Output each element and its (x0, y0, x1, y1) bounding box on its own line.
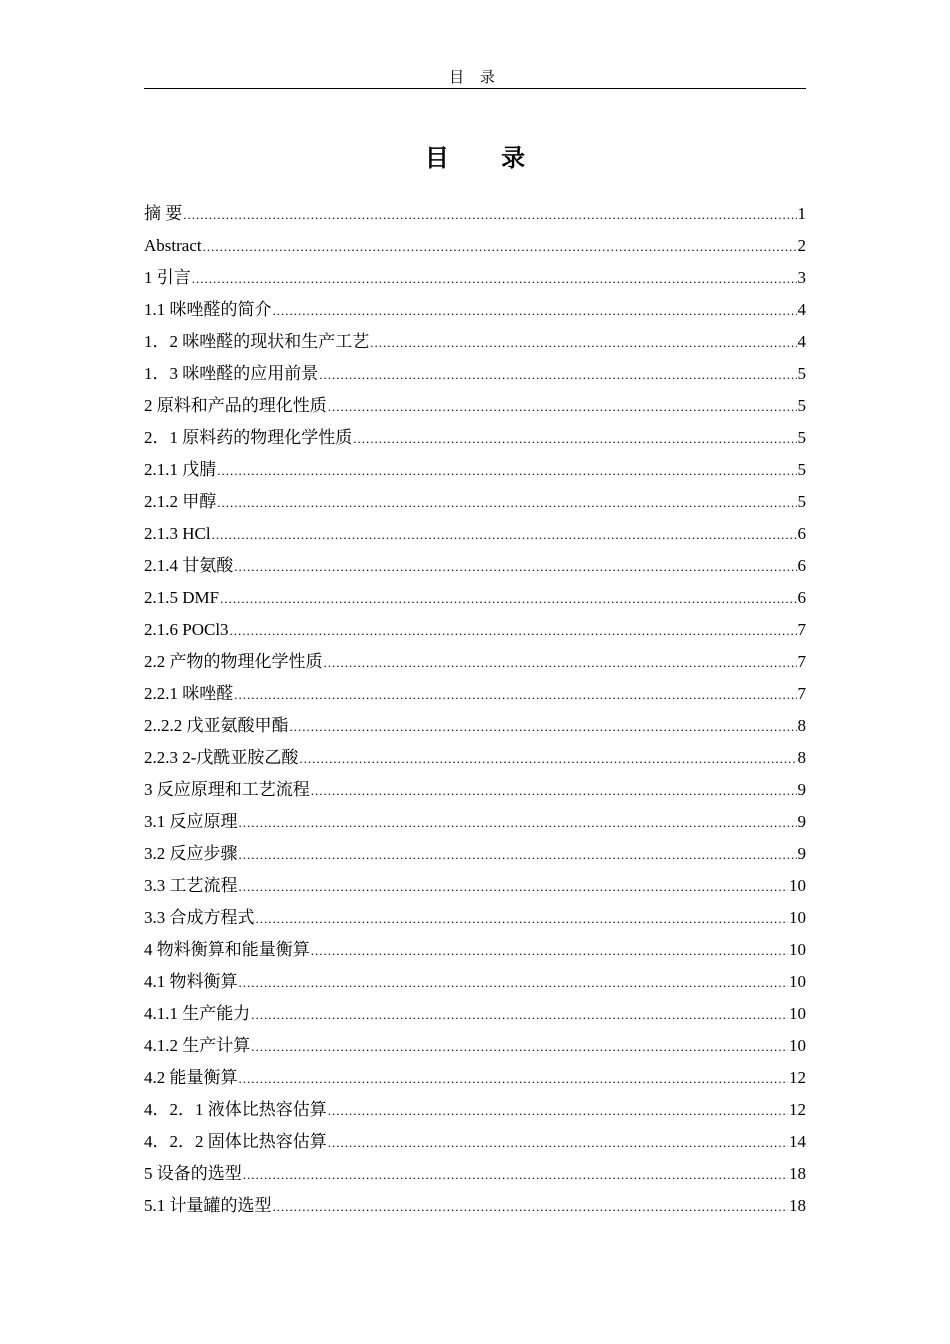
toc-entry-page: 9 (797, 812, 806, 831)
dot-leader (273, 1191, 789, 1223)
toc-entry-label: 2.2.3 2-戊酰亚胺乙酸 (144, 748, 299, 767)
toc-entry[interactable] (144, 550, 806, 582)
toc-entry-page: 14 (789, 1132, 806, 1151)
dot-leader (251, 999, 788, 1031)
toc-entry-page: 5 (797, 428, 806, 447)
toc-entry-page: 4 (797, 332, 806, 351)
dot-leader (239, 871, 789, 903)
toc-entry-label: 2.1.5 DMF (144, 588, 220, 607)
toc-entry-label: 4 物料衡算和能量衡算 (144, 940, 310, 959)
toc-entry[interactable] (144, 518, 806, 550)
dot-leader (353, 423, 796, 455)
toc-entry[interactable] (144, 198, 806, 230)
toc-entry-page: 18 (789, 1164, 806, 1183)
running-header: 目 录 (449, 70, 501, 86)
toc-entry[interactable] (144, 326, 806, 358)
toc-entry-label: 2.1.2 甲醇 (144, 492, 217, 511)
page-title: 目 录 (424, 144, 548, 172)
dot-leader (212, 519, 797, 551)
toc-entry-label: 1 引言 (144, 268, 191, 287)
toc-entry-page: 6 (797, 588, 806, 607)
toc-entry[interactable] (144, 262, 806, 294)
dot-leader (217, 487, 796, 519)
dot-leader (311, 935, 788, 967)
toc-entry[interactable] (144, 294, 806, 326)
toc-entry-label: 2 原料和产品的理化性质 (144, 396, 327, 415)
toc-entry[interactable] (144, 774, 806, 806)
toc-entry-label: 4．2．1 液体比热容估算 (144, 1100, 327, 1119)
dot-leader (192, 263, 797, 295)
toc-entry-page: 10 (789, 940, 806, 959)
table-of-contents (144, 198, 806, 1222)
dot-leader (234, 679, 796, 711)
header-rule (144, 88, 806, 89)
toc-entry-page: 1 (797, 204, 806, 223)
toc-entry[interactable] (144, 582, 806, 614)
dot-leader (328, 1127, 788, 1159)
toc-entry-label: Abstract (144, 236, 202, 255)
toc-entry-page: 7 (797, 684, 806, 703)
toc-entry[interactable] (144, 870, 806, 902)
toc-entry-label: 5 设备的选型 (144, 1164, 242, 1183)
toc-entry-label: 4.1 物料衡算 (144, 972, 238, 991)
toc-entry-label: 5.1 计量罐的选型 (144, 1196, 272, 1215)
toc-entry-label: 3.3 工艺流程 (144, 876, 238, 895)
toc-entry-label: 2.1.1 戊腈 (144, 460, 217, 479)
toc-entry-page: 9 (797, 844, 806, 863)
toc-entry-page: 4 (797, 300, 806, 319)
toc-entry-page: 2 (797, 236, 806, 255)
toc-entry[interactable] (144, 1030, 806, 1062)
dot-leader (328, 1095, 788, 1127)
toc-entry[interactable] (144, 422, 806, 454)
toc-entry-label: 4．2．2 固体比热容估算 (144, 1132, 327, 1151)
dot-leader (328, 391, 797, 423)
toc-entry[interactable] (144, 966, 806, 998)
dot-leader (217, 455, 796, 487)
toc-entry-label: 2.1.6 POCl3 (144, 620, 229, 639)
toc-entry-label: 4.1.1 生产能力 (144, 1004, 251, 1023)
toc-entry-label: 3.2 反应步骤 (144, 844, 238, 863)
toc-entry-label: 3.3 合成方程式 (144, 908, 255, 927)
dot-leader (324, 647, 797, 679)
toc-entry[interactable] (144, 742, 806, 774)
toc-entry[interactable] (144, 934, 806, 966)
toc-entry-label: 2.1.3 HCl (144, 524, 211, 543)
toc-entry[interactable] (144, 614, 806, 646)
toc-entry[interactable] (144, 902, 806, 934)
toc-entry[interactable] (144, 1158, 806, 1190)
toc-entry-label: 2..2.2 戊亚氨酸甲酯 (144, 716, 289, 735)
toc-entry-label: 2.2.1 咪唑醛 (144, 684, 234, 703)
dot-leader (239, 1063, 789, 1095)
toc-entry-label: 2.1.4 甘氨酸 (144, 556, 234, 575)
toc-entry-page: 6 (797, 524, 806, 543)
toc-entry-page: 8 (797, 716, 806, 735)
toc-entry[interactable] (144, 838, 806, 870)
toc-entry-page: 10 (789, 908, 806, 927)
toc-entry-page: 7 (797, 652, 806, 671)
toc-entry-label: 2．1 原料药的物理化学性质 (144, 428, 353, 447)
dot-leader (234, 551, 796, 583)
dot-leader (203, 231, 797, 263)
toc-entry-label: 摘 要 (144, 204, 183, 223)
dot-leader (239, 807, 797, 839)
toc-entry[interactable] (144, 806, 806, 838)
dot-leader (243, 1159, 788, 1191)
dot-leader (290, 711, 797, 743)
toc-entry-label: 1．2 咪唑醛的现状和生产工艺 (144, 332, 370, 351)
toc-entry[interactable] (144, 998, 806, 1030)
toc-entry[interactable] (144, 710, 806, 742)
toc-entry-page: 5 (797, 460, 806, 479)
dot-leader (319, 359, 796, 391)
dot-leader (370, 327, 796, 359)
toc-entry-page: 10 (789, 876, 806, 895)
toc-entry-page: 12 (789, 1100, 806, 1119)
toc-entry-page: 5 (797, 492, 806, 511)
toc-entry[interactable] (144, 678, 806, 710)
dot-leader (220, 583, 796, 615)
toc-entry[interactable] (144, 486, 806, 518)
toc-entry-label: 1.1 咪唑醛的简介 (144, 300, 272, 319)
dot-leader (239, 967, 789, 999)
toc-entry-label: 2.2 产物的物理化学性质 (144, 652, 323, 671)
dot-leader (299, 743, 796, 775)
dot-leader (256, 903, 789, 935)
toc-entry[interactable] (144, 230, 806, 262)
toc-entry-label: 3 反应原理和工艺流程 (144, 780, 310, 799)
toc-entry[interactable] (144, 1062, 806, 1094)
toc-entry[interactable] (144, 646, 806, 678)
toc-entry-page: 10 (789, 972, 806, 991)
toc-entry-label: 3.1 反应原理 (144, 812, 238, 831)
toc-entry-page: 12 (789, 1068, 806, 1087)
toc-entry-label: 1．3 咪唑醛的应用前景 (144, 364, 319, 383)
toc-entry-page: 10 (789, 1004, 806, 1023)
toc-entry-page: 5 (797, 364, 806, 383)
toc-entry-page: 10 (789, 1036, 806, 1055)
toc-entry[interactable] (144, 1094, 806, 1126)
dot-leader (311, 775, 797, 807)
toc-entry-page: 5 (797, 396, 806, 415)
toc-entry[interactable] (144, 1190, 806, 1222)
toc-entry-page: 7 (797, 620, 806, 639)
toc-entry-page: 3 (797, 268, 806, 287)
toc-entry-page: 8 (797, 748, 806, 767)
dot-leader (251, 1031, 788, 1063)
toc-entry-page: 9 (797, 780, 806, 799)
toc-entry[interactable] (144, 390, 806, 422)
dot-leader (239, 839, 797, 871)
toc-entry-label: 4.2 能量衡算 (144, 1068, 238, 1087)
dot-leader (183, 199, 796, 231)
toc-entry-page: 6 (797, 556, 806, 575)
toc-entry-label: 4.1.2 生产计算 (144, 1036, 251, 1055)
toc-entry[interactable] (144, 358, 806, 390)
toc-entry[interactable] (144, 454, 806, 486)
dot-leader (273, 295, 797, 327)
toc-entry[interactable] (144, 1126, 806, 1158)
dot-leader (230, 615, 797, 647)
toc-entry-page: 18 (789, 1196, 806, 1215)
